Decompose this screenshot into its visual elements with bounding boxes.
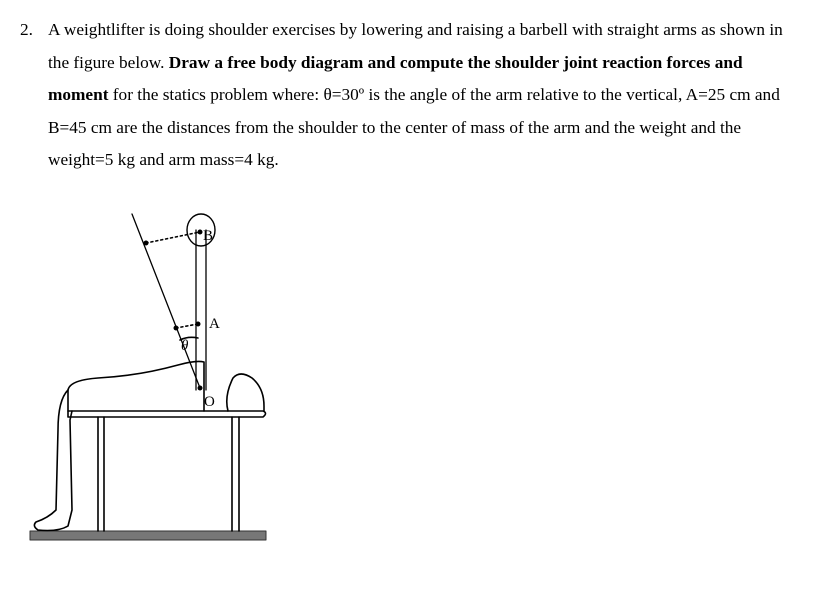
label-theta: θ bbox=[181, 338, 189, 354]
problem-intro: A weightlifter is doing shoulder exercises by lowering and raising a barbell with straight arms as shown in the figure below. bbox=[48, 20, 783, 72]
label-b: B bbox=[203, 228, 214, 244]
problem-number: 2. bbox=[20, 20, 33, 39]
bench-top bbox=[68, 411, 266, 417]
point-b bbox=[198, 230, 203, 235]
label-a: A bbox=[209, 316, 220, 332]
problem-givens: for the statics problem where: θ=30º is the angle of the arm relative to the vertical, A=25 cm and B=45 cm are the distances from the shoulder to the center of mass of the arm and the weight and the weight=5 kg and arm mass=4 kg. bbox=[48, 85, 780, 170]
point-a bbox=[196, 322, 201, 327]
problem-text bbox=[48, 14, 800, 177]
point-b-end bbox=[144, 241, 149, 246]
problem-statement bbox=[20, 14, 800, 177]
bench-leg-right bbox=[232, 417, 239, 531]
floor bbox=[30, 531, 266, 540]
torso-outline bbox=[68, 361, 204, 411]
point-o bbox=[198, 386, 203, 391]
dotted-a bbox=[176, 324, 198, 328]
label-o: O bbox=[204, 394, 215, 410]
problem-task: Draw a free body diagram and compute the shoulder joint reaction forces and moment bbox=[48, 52, 743, 105]
weightlifter-figure bbox=[28, 200, 278, 550]
point-a-end bbox=[174, 326, 179, 331]
head-outline bbox=[227, 374, 264, 411]
bench-leg-left bbox=[98, 417, 104, 531]
leg-outline bbox=[34, 390, 72, 531]
